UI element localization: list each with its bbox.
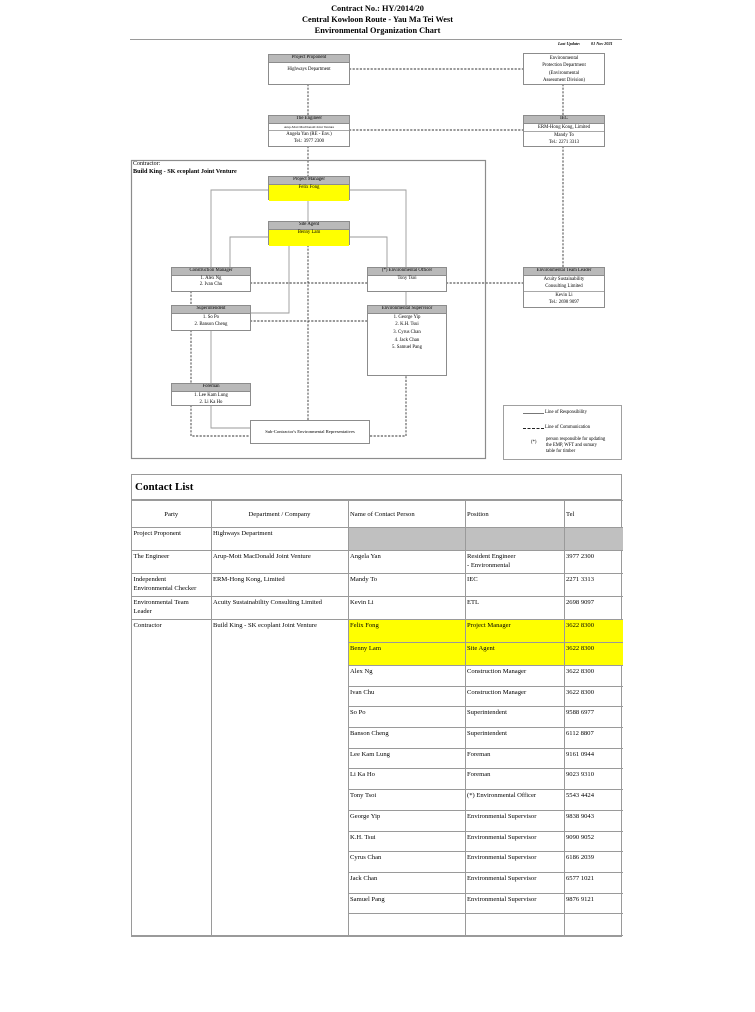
cell-position: Superintendent xyxy=(465,728,564,749)
environmental-officer-title: (*) Environmental Officer xyxy=(368,268,446,276)
communication-lines xyxy=(191,69,563,436)
iec-box xyxy=(523,115,605,147)
environmental-supervisor-person: 5. Samuel Pang xyxy=(392,345,422,351)
cell-company: Acuity Sustainability Consulting Limited xyxy=(211,597,348,620)
table-row xyxy=(132,574,623,597)
subcontractor-box xyxy=(250,420,370,444)
cell-tel: 6577 1021 xyxy=(564,872,623,893)
foreman-person: 2. Li Ka Ho xyxy=(199,400,223,405)
dash-es-subcon xyxy=(370,375,406,436)
contract-number: Contract No.: HY/2014/20 xyxy=(331,4,424,13)
epd-line: (Environmental xyxy=(548,70,580,76)
cell-tel: 3622 8300 xyxy=(564,643,623,666)
legend xyxy=(503,405,622,460)
foreman-title: Foreman xyxy=(172,384,250,392)
environmental-officer-box xyxy=(367,267,447,292)
etl-person: Kevin Li xyxy=(555,292,573,298)
cell-name: Alex Ng xyxy=(348,666,465,687)
cell-tel: 9588 6977 xyxy=(564,707,623,728)
project-proponent-title: Project Proponent xyxy=(269,55,349,63)
environmental-supervisor-person: 3. Cyrus Chan xyxy=(393,330,421,335)
cell-tel: 3977 2300 xyxy=(564,551,623,574)
cell-tel: 6186 2039 xyxy=(564,852,623,873)
cell-tel: 5543 4424 xyxy=(564,790,623,811)
cell-tel: 6112 8807 xyxy=(564,728,623,749)
superintendent-box xyxy=(171,305,251,331)
cell-tel: 9838 9043 xyxy=(564,810,623,831)
project-manager-title: Project Manager xyxy=(269,177,349,185)
dash-foreman-subcon xyxy=(191,405,250,436)
subcontractor-label: Sub-Contractor's Environmental Representatives xyxy=(265,429,355,434)
engineer-org: Arup-Mott MacDonald Joint Venture xyxy=(269,124,349,131)
line-foreman-subcon xyxy=(211,405,250,428)
column-header-name: Name of Contact Person xyxy=(348,501,465,528)
engineer-person: Angela Yan (RE - Env.) xyxy=(286,131,332,137)
cell-name: Lee Kam Lung xyxy=(348,748,465,769)
legend-asterisk-note xyxy=(546,437,605,455)
cell-name: Angela Yan xyxy=(348,551,465,574)
cell-name: Cyrus Chan xyxy=(348,852,465,873)
cell-position: Foreman xyxy=(465,769,564,790)
legend-communication: Line of Communication xyxy=(545,425,591,430)
party-line: Environmental Team xyxy=(133,599,189,606)
cell-name: Benny Lam xyxy=(348,643,465,666)
cell-name: Kevin Li xyxy=(348,597,465,620)
cell-name: K.H. Tsui xyxy=(348,831,465,852)
line-sa-cm xyxy=(230,237,268,267)
cell-name: Samuel Pang xyxy=(348,893,465,914)
line-sa-eo xyxy=(349,237,387,267)
contact-list-title: Contact List xyxy=(132,475,621,500)
cell-tel: 9023 9310 xyxy=(564,769,623,790)
line-pm-eo xyxy=(349,190,406,267)
cell-position xyxy=(465,551,564,574)
epd-line: Protection Department xyxy=(542,63,586,69)
engineer-box xyxy=(268,115,350,147)
environmental-supervisor-person: 4. Jack Chan xyxy=(394,337,420,343)
table-header-row xyxy=(132,501,623,528)
construction-manager-person: 2. Ivan Chu xyxy=(199,282,223,288)
cell-company: ERM-Hong Kong, Limited xyxy=(211,574,348,597)
cell-name: Banson Cheng xyxy=(348,728,465,749)
iec-person: Mandy To xyxy=(554,132,574,138)
site-agent-title: Site Agent xyxy=(269,222,349,230)
iec-tel: Tel.: 2271 3313 xyxy=(548,140,580,146)
cell-tel: 9876 9121 xyxy=(564,893,623,914)
cell-position: Superintendent xyxy=(465,707,564,728)
cell-name: Ivan Chu xyxy=(348,686,465,707)
project-proponent-org: Highways Department xyxy=(287,66,331,72)
legend-dashed-line xyxy=(523,428,544,429)
foreman-box xyxy=(171,383,251,406)
cell-position: Site Agent xyxy=(465,643,564,666)
epd-line: Assessment Division) xyxy=(543,77,585,83)
cell-position xyxy=(465,528,564,551)
cell-tel: 9090 9052 xyxy=(564,831,623,852)
legend-responsibility: Line of Responsibility xyxy=(545,410,587,415)
cell-position: Environmental Supervisor xyxy=(465,831,564,852)
foreman-person: 1. Lee Kam Lung xyxy=(194,392,228,398)
last-update-label: Last Update: xyxy=(558,41,581,46)
table-row xyxy=(132,597,623,620)
cell-name: George Yip xyxy=(348,810,465,831)
epd-box xyxy=(523,53,605,85)
column-header-tel: Tel xyxy=(564,501,623,528)
site-agent-person: Benny Lam xyxy=(269,230,349,246)
engineer-title: The Engineer xyxy=(269,116,349,124)
cell-name: Jack Chan xyxy=(348,872,465,893)
header-divider xyxy=(130,39,622,40)
cell-party: The Engineer xyxy=(132,551,211,574)
cell-party: Project Proponent xyxy=(132,528,211,551)
position-line: Resident Engineer xyxy=(467,553,516,560)
cell-name: Li Ka Ho xyxy=(348,769,465,790)
environmental-supervisor-person: 2. K.H. Tsui xyxy=(395,322,419,328)
environmental-officer-person: Tony Tsoi xyxy=(397,275,417,281)
environmental-supervisor-person: 1. George Yip xyxy=(393,314,421,320)
chart-title: Environmental Organization Chart xyxy=(314,26,441,35)
cell-position xyxy=(465,914,564,936)
environmental-supervisor-box xyxy=(367,305,447,376)
legend-note-line: person responsible for updating xyxy=(546,437,606,442)
legend-note-line: the EMP, WFT and sumary xyxy=(546,443,597,448)
etl-box xyxy=(523,267,605,308)
cell-name xyxy=(348,528,465,551)
cell-position: Environmental Supervisor xyxy=(465,810,564,831)
cell-position: (*) Environmental Officer xyxy=(465,790,564,811)
superintendent-person: 2. Banson Cheng xyxy=(194,322,228,328)
cell-position: Project Manager xyxy=(465,620,564,643)
last-update-value: 01 Nov 2021 xyxy=(591,41,613,46)
cell-company: Build King - SK ecoplant Joint Venture xyxy=(211,620,348,936)
legend-solid-line xyxy=(523,413,544,414)
cell-party xyxy=(132,574,211,597)
line-sa-superintendent xyxy=(250,245,289,313)
cell-position: Environmental Supervisor xyxy=(465,893,564,914)
cell-position: IEC xyxy=(465,574,564,597)
party-line: Environmental Checker xyxy=(133,584,197,592)
cell-tel xyxy=(564,528,623,551)
contact-table xyxy=(132,500,623,936)
cell-name: Mandy To xyxy=(348,574,465,597)
cell-position: Foreman xyxy=(465,748,564,769)
table-row xyxy=(132,551,623,574)
epd-line: Environmental xyxy=(549,56,579,61)
iec-title: IEC xyxy=(524,116,604,124)
column-header-party: Party xyxy=(132,501,211,528)
cell-position: Construction Manager xyxy=(465,686,564,707)
column-header-position: Position xyxy=(465,501,564,528)
cell-name xyxy=(348,914,465,936)
cell-position: Environmental Supervisor xyxy=(465,872,564,893)
legend-note-line: table for timber xyxy=(546,449,576,454)
cell-company: Arup-Mott MacDonald Joint Venture xyxy=(211,551,348,574)
etl-tel: Tel.: 2698 9097 xyxy=(548,300,580,306)
table-row xyxy=(132,620,623,643)
line-pm-cm xyxy=(211,190,268,267)
table-row xyxy=(132,528,623,551)
contractor-caption: Contractor: xyxy=(133,161,161,167)
construction-manager-person: 1. Alex Ng xyxy=(200,275,222,281)
contractor-label xyxy=(133,161,263,176)
engineer-tel: Tel.: 3977 2300 xyxy=(293,139,325,145)
cell-party xyxy=(132,597,211,620)
contractor-name: Build King - SK ecoplant Joint Venture xyxy=(133,168,237,175)
cell-company: Highways Department xyxy=(211,528,348,551)
construction-manager-box xyxy=(171,267,251,292)
party-line: Independent xyxy=(133,576,167,583)
site-agent-box xyxy=(268,221,350,245)
party-line: Leader xyxy=(133,607,152,615)
cell-tel xyxy=(564,914,623,936)
etl-org: Consulting Limited xyxy=(545,284,583,290)
cell-position: Environmental Supervisor xyxy=(465,852,564,873)
cell-tel: 2698 9097 xyxy=(564,597,623,620)
cell-tel: 3622 8300 xyxy=(564,620,623,643)
project-manager-person: Felix Fong xyxy=(269,185,349,201)
iec-org: ERM-Hong Kong, Limited xyxy=(524,124,604,132)
etl-title: Environmental Team Leader xyxy=(524,268,604,276)
contact-list xyxy=(131,474,622,937)
position-line: - Environmental xyxy=(467,561,511,569)
cell-tel: 2271 3313 xyxy=(564,574,623,597)
project-proponent-box xyxy=(268,54,350,85)
environmental-supervisor-title: Environmental Supervisor xyxy=(368,306,446,314)
superintendent-person: 1. So Po xyxy=(202,314,220,320)
construction-manager-title: Construction Manager xyxy=(172,268,250,276)
cell-party: Contractor xyxy=(132,620,211,936)
cell-name: Felix Fong xyxy=(348,620,465,643)
project-name: Central Kowloon Route - Yau Ma Tei West xyxy=(302,15,453,24)
legend-asterisk: (*) xyxy=(531,440,537,445)
cell-tel: 3622 8300 xyxy=(564,686,623,707)
cell-position: Construction Manager xyxy=(465,666,564,687)
project-manager-box xyxy=(268,176,350,200)
cell-tel: 9161 0944 xyxy=(564,748,623,769)
cell-name: So Po xyxy=(348,707,465,728)
superintendent-title: Superintendent xyxy=(172,306,250,314)
cell-tel: 3622 8300 xyxy=(564,666,623,687)
cell-name: Tony Tsoi xyxy=(348,790,465,811)
etl-org: Acuity Sustainability xyxy=(543,276,585,282)
column-header-company: Department / Company xyxy=(211,501,348,528)
cell-position: ETL xyxy=(465,597,564,620)
